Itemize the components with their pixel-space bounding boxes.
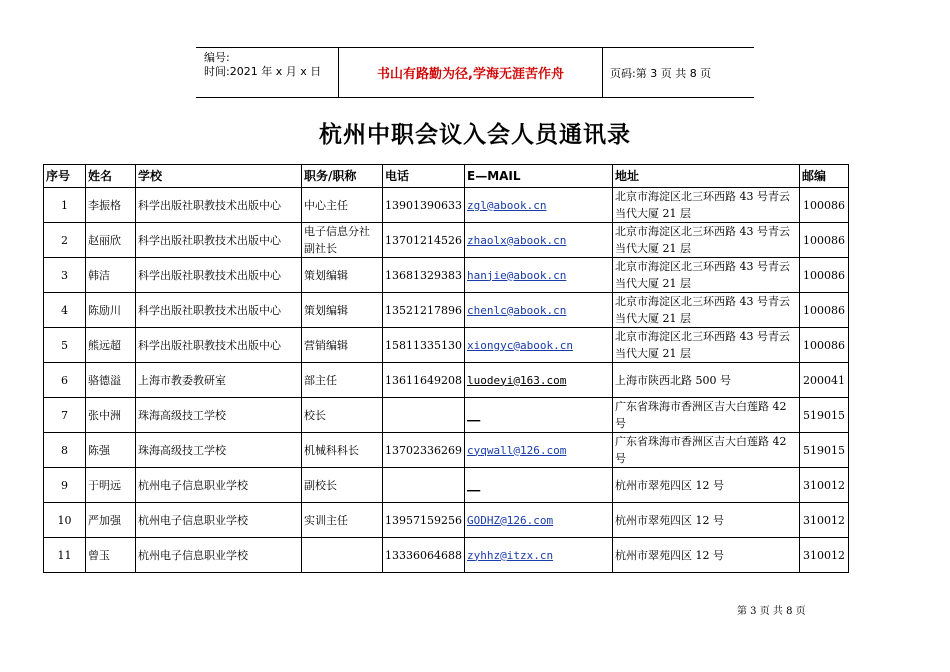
cell-text: 7 (61, 408, 68, 422)
cell-text: 策划编辑 (304, 303, 348, 317)
cell-text: 杭州电子信息职业学校 (138, 478, 248, 492)
cell-phone (383, 468, 465, 503)
cell-no (44, 468, 86, 503)
cell-title (302, 468, 383, 503)
email-link[interactable]: zyhhz@itzx.cn (467, 548, 554, 562)
cell-zip (800, 293, 849, 328)
cell-name (86, 433, 136, 468)
cell-email (465, 433, 613, 468)
cell-no (44, 223, 86, 258)
cell-text: 中心主任 (304, 198, 348, 212)
cell-text: 陈励川 (88, 303, 121, 317)
cell-text: 韩洁 (88, 268, 110, 282)
cell-text: 北京市海淀区北三环西路 43 号青云当代大厦 21 层 (615, 295, 790, 325)
cell-zip (800, 503, 849, 538)
cell-zip (800, 468, 849, 503)
cell-text: 张中洲 (88, 408, 121, 422)
email-link: luodeyi@163.com (467, 373, 567, 387)
cell-text: 4 (61, 303, 68, 317)
cell-name (86, 223, 136, 258)
cell-text: 李振格 (88, 198, 121, 212)
email-link[interactable]: zgl@abook.cn (467, 198, 547, 212)
email-link[interactable]: hanjie@abook.cn (467, 268, 567, 282)
cell-name (86, 398, 136, 433)
cell-text: 8 (61, 443, 68, 457)
cell-zip (800, 258, 849, 293)
cell-no (44, 398, 86, 433)
cell-email (465, 538, 613, 573)
cell-email (465, 293, 613, 328)
cell-text: 310012 (803, 478, 845, 492)
cell-text: 100086 (803, 198, 845, 212)
page-header (196, 47, 754, 98)
cell-no (44, 293, 86, 328)
cell-text: 科学出版社职教技术出版中心 (138, 233, 281, 247)
cell-address (613, 398, 800, 433)
table-row (44, 433, 849, 468)
cell-text: 部主任 (304, 373, 337, 387)
column-header: 序号 (44, 165, 86, 188)
cell-text: 杭州市翠苑四区 12 号 (615, 478, 724, 492)
cell-address (613, 258, 800, 293)
cell-address (613, 538, 800, 573)
cell-address (613, 503, 800, 538)
cell-text: 广东省珠海市香洲区吉大白莲路 42 号 (615, 435, 787, 465)
cell-text: 机械科科长 (304, 443, 359, 457)
cell-text: 100086 (803, 338, 845, 352)
cell-text: 北京市海淀区北三环西路 43 号青云当代大厦 21 层 (615, 225, 790, 255)
cell-address (613, 293, 800, 328)
cell-text: 副校长 (304, 478, 337, 492)
cell-text: 曾玉 (88, 548, 110, 562)
cell-text: 13957159256 (385, 513, 462, 527)
cell-school (136, 223, 302, 258)
cell-text: 科学出版社职教技术出版中心 (138, 303, 281, 317)
cell-zip (800, 328, 849, 363)
cell-text: 100086 (803, 303, 845, 317)
email-link: __ (467, 478, 481, 492)
cell-text: 北京市海淀区北三环西路 43 号青云当代大厦 21 层 (615, 190, 790, 220)
table-row (44, 258, 849, 293)
cell-school (136, 363, 302, 398)
cell-text: 310012 (803, 548, 845, 562)
cell-title (302, 188, 383, 223)
cell-email (465, 223, 613, 258)
cell-email (465, 503, 613, 538)
cell-name (86, 328, 136, 363)
column-header: 职务/职称 (302, 165, 383, 188)
cell-title (302, 258, 383, 293)
cell-name (86, 293, 136, 328)
email-link[interactable]: chenlc@abook.cn (467, 303, 567, 317)
column-header: 邮编 (800, 165, 849, 188)
cell-school (136, 398, 302, 433)
cell-phone (383, 258, 465, 293)
column-header: 电话 (383, 165, 465, 188)
cell-text: 实训主任 (304, 513, 348, 527)
cell-zip (800, 433, 849, 468)
header-meta (204, 51, 321, 79)
cell-zip (800, 188, 849, 223)
cell-name (86, 503, 136, 538)
cell-school (136, 433, 302, 468)
cell-email (465, 328, 613, 363)
cell-title (302, 223, 383, 258)
cell-text: 13521217896 (385, 303, 462, 317)
cell-phone (383, 538, 465, 573)
cell-address (613, 363, 800, 398)
cell-text: 200041 (803, 373, 845, 387)
cell-phone (383, 398, 465, 433)
email-link[interactable]: cyqwall@126.com (467, 443, 567, 457)
cell-email (465, 468, 613, 503)
cell-title (302, 503, 383, 538)
cell-text: 519015 (803, 408, 845, 422)
cell-text: 北京市海淀区北三环西路 43 号青云当代大厦 21 层 (615, 330, 790, 360)
cell-text: 珠海高级技工学校 (138, 443, 226, 457)
table-row (44, 398, 849, 433)
document-title: 杭州中职会议入会人员通讯录 (319, 122, 631, 148)
cell-title (302, 538, 383, 573)
email-link[interactable]: zhaolx@abook.cn (467, 233, 567, 247)
cell-text: 9 (61, 478, 68, 492)
cell-phone (383, 293, 465, 328)
cell-text: 2 (61, 233, 68, 247)
cell-title (302, 363, 383, 398)
cell-name (86, 188, 136, 223)
table-row (44, 503, 849, 538)
table-header-row (44, 165, 849, 188)
cell-school (136, 188, 302, 223)
cell-text: 电子信息分社副社长 (304, 225, 370, 255)
cell-no (44, 363, 86, 398)
cell-text: 13681329383 (385, 268, 462, 282)
cell-text: 严加强 (88, 513, 121, 527)
cell-text: 杭州市翠苑四区 12 号 (615, 513, 724, 527)
column-header: 地址 (613, 165, 800, 188)
cell-text: 杭州电子信息职业学校 (138, 548, 248, 562)
cell-text: 1 (61, 198, 68, 212)
cell-zip (800, 223, 849, 258)
cell-text: 科学出版社职教技术出版中心 (138, 338, 281, 352)
cell-title (302, 293, 383, 328)
cell-zip (800, 398, 849, 433)
cell-school (136, 258, 302, 293)
cell-text: 策划编辑 (304, 268, 348, 282)
contact-table (43, 164, 849, 573)
cell-address (613, 223, 800, 258)
cell-phone (383, 503, 465, 538)
table-row (44, 223, 849, 258)
table-row (44, 363, 849, 398)
cell-address (613, 433, 800, 468)
email-link[interactable]: GODHZ@126.com (467, 513, 554, 527)
cell-phone (383, 188, 465, 223)
cell-text: 6 (61, 373, 68, 387)
cell-text: 杭州市翠苑四区 12 号 (615, 548, 724, 562)
email-link: __ (467, 408, 481, 422)
cell-zip (800, 538, 849, 573)
cell-school (136, 293, 302, 328)
cell-text: 13336064688 (385, 548, 462, 562)
cell-email (465, 363, 613, 398)
cell-text: 310012 (803, 513, 845, 527)
cell-name (86, 468, 136, 503)
cell-email (465, 398, 613, 433)
cell-text: 营销编辑 (304, 338, 348, 352)
cell-no (44, 258, 86, 293)
cell-address (613, 328, 800, 363)
cell-no (44, 503, 86, 538)
column-header: E—MAIL (465, 165, 613, 188)
cell-school (136, 538, 302, 573)
cell-text: 科学出版社职教技术出版中心 (138, 268, 281, 282)
cell-text: 上海市陕西北路 500 号 (615, 373, 731, 387)
table-row (44, 538, 849, 573)
cell-text: 上海市教委教研室 (138, 373, 226, 387)
cell-title (302, 398, 383, 433)
header-page: 页码:第 3 页 共 8 页 (610, 67, 712, 80)
table-row (44, 468, 849, 503)
cell-text: 科学出版社职教技术出版中心 (138, 198, 281, 212)
cell-text: 15811335130 (385, 338, 462, 352)
cell-school (136, 468, 302, 503)
table-row (44, 328, 849, 363)
cell-text: 13702336269 (385, 443, 462, 457)
cell-name (86, 363, 136, 398)
cell-text: 赵丽欣 (88, 233, 121, 247)
cell-phone (383, 223, 465, 258)
cell-phone (383, 328, 465, 363)
cell-name (86, 538, 136, 573)
cell-text: 11 (57, 548, 72, 562)
column-header: 姓名 (86, 165, 136, 188)
cell-text: 13611649208 (385, 373, 462, 387)
header-number: 编号: (204, 51, 230, 64)
cell-text: 10 (57, 513, 72, 527)
cell-zip (800, 363, 849, 398)
cell-no (44, 538, 86, 573)
column-header: 学校 (136, 165, 302, 188)
cell-name (86, 258, 136, 293)
cell-school (136, 503, 302, 538)
cell-text: 杭州电子信息职业学校 (138, 513, 248, 527)
cell-text: 北京市海淀区北三环西路 43 号青云当代大厦 21 层 (615, 260, 790, 290)
cell-title (302, 433, 383, 468)
table-row (44, 293, 849, 328)
cell-phone (383, 363, 465, 398)
cell-text: 骆德溢 (88, 373, 121, 387)
cell-email (465, 258, 613, 293)
cell-text: 校长 (304, 408, 326, 422)
cell-school (136, 328, 302, 363)
table-row (44, 188, 849, 223)
cell-text: 广东省珠海市香洲区吉大白莲路 42 号 (615, 400, 787, 430)
cell-text: 熊远超 (88, 338, 121, 352)
cell-phone (383, 433, 465, 468)
cell-text: 100086 (803, 233, 845, 247)
cell-text: 于明远 (88, 478, 121, 492)
cell-text: 5 (61, 338, 68, 352)
cell-text: 519015 (803, 443, 845, 457)
cell-no (44, 433, 86, 468)
cell-text: 珠海高级技工学校 (138, 408, 226, 422)
cell-text: 100086 (803, 268, 845, 282)
cell-title (302, 328, 383, 363)
cell-no (44, 328, 86, 363)
email-link[interactable]: xiongyc@abook.cn (467, 338, 573, 352)
page-footer: 第 3 页 共 8 页 (737, 606, 806, 617)
cell-email (465, 188, 613, 223)
cell-text: 13901390633 (385, 198, 462, 212)
header-motto: 书山有路勤为径,学海无涯苦作舟 (338, 48, 603, 97)
cell-text: 13701214526 (385, 233, 462, 247)
cell-text: 3 (61, 268, 68, 282)
header-time: 时间:2021 年 x 月 x 日 (204, 65, 322, 78)
cell-text: 陈强 (88, 443, 110, 457)
cell-address (613, 468, 800, 503)
cell-address (613, 188, 800, 223)
cell-no (44, 188, 86, 223)
